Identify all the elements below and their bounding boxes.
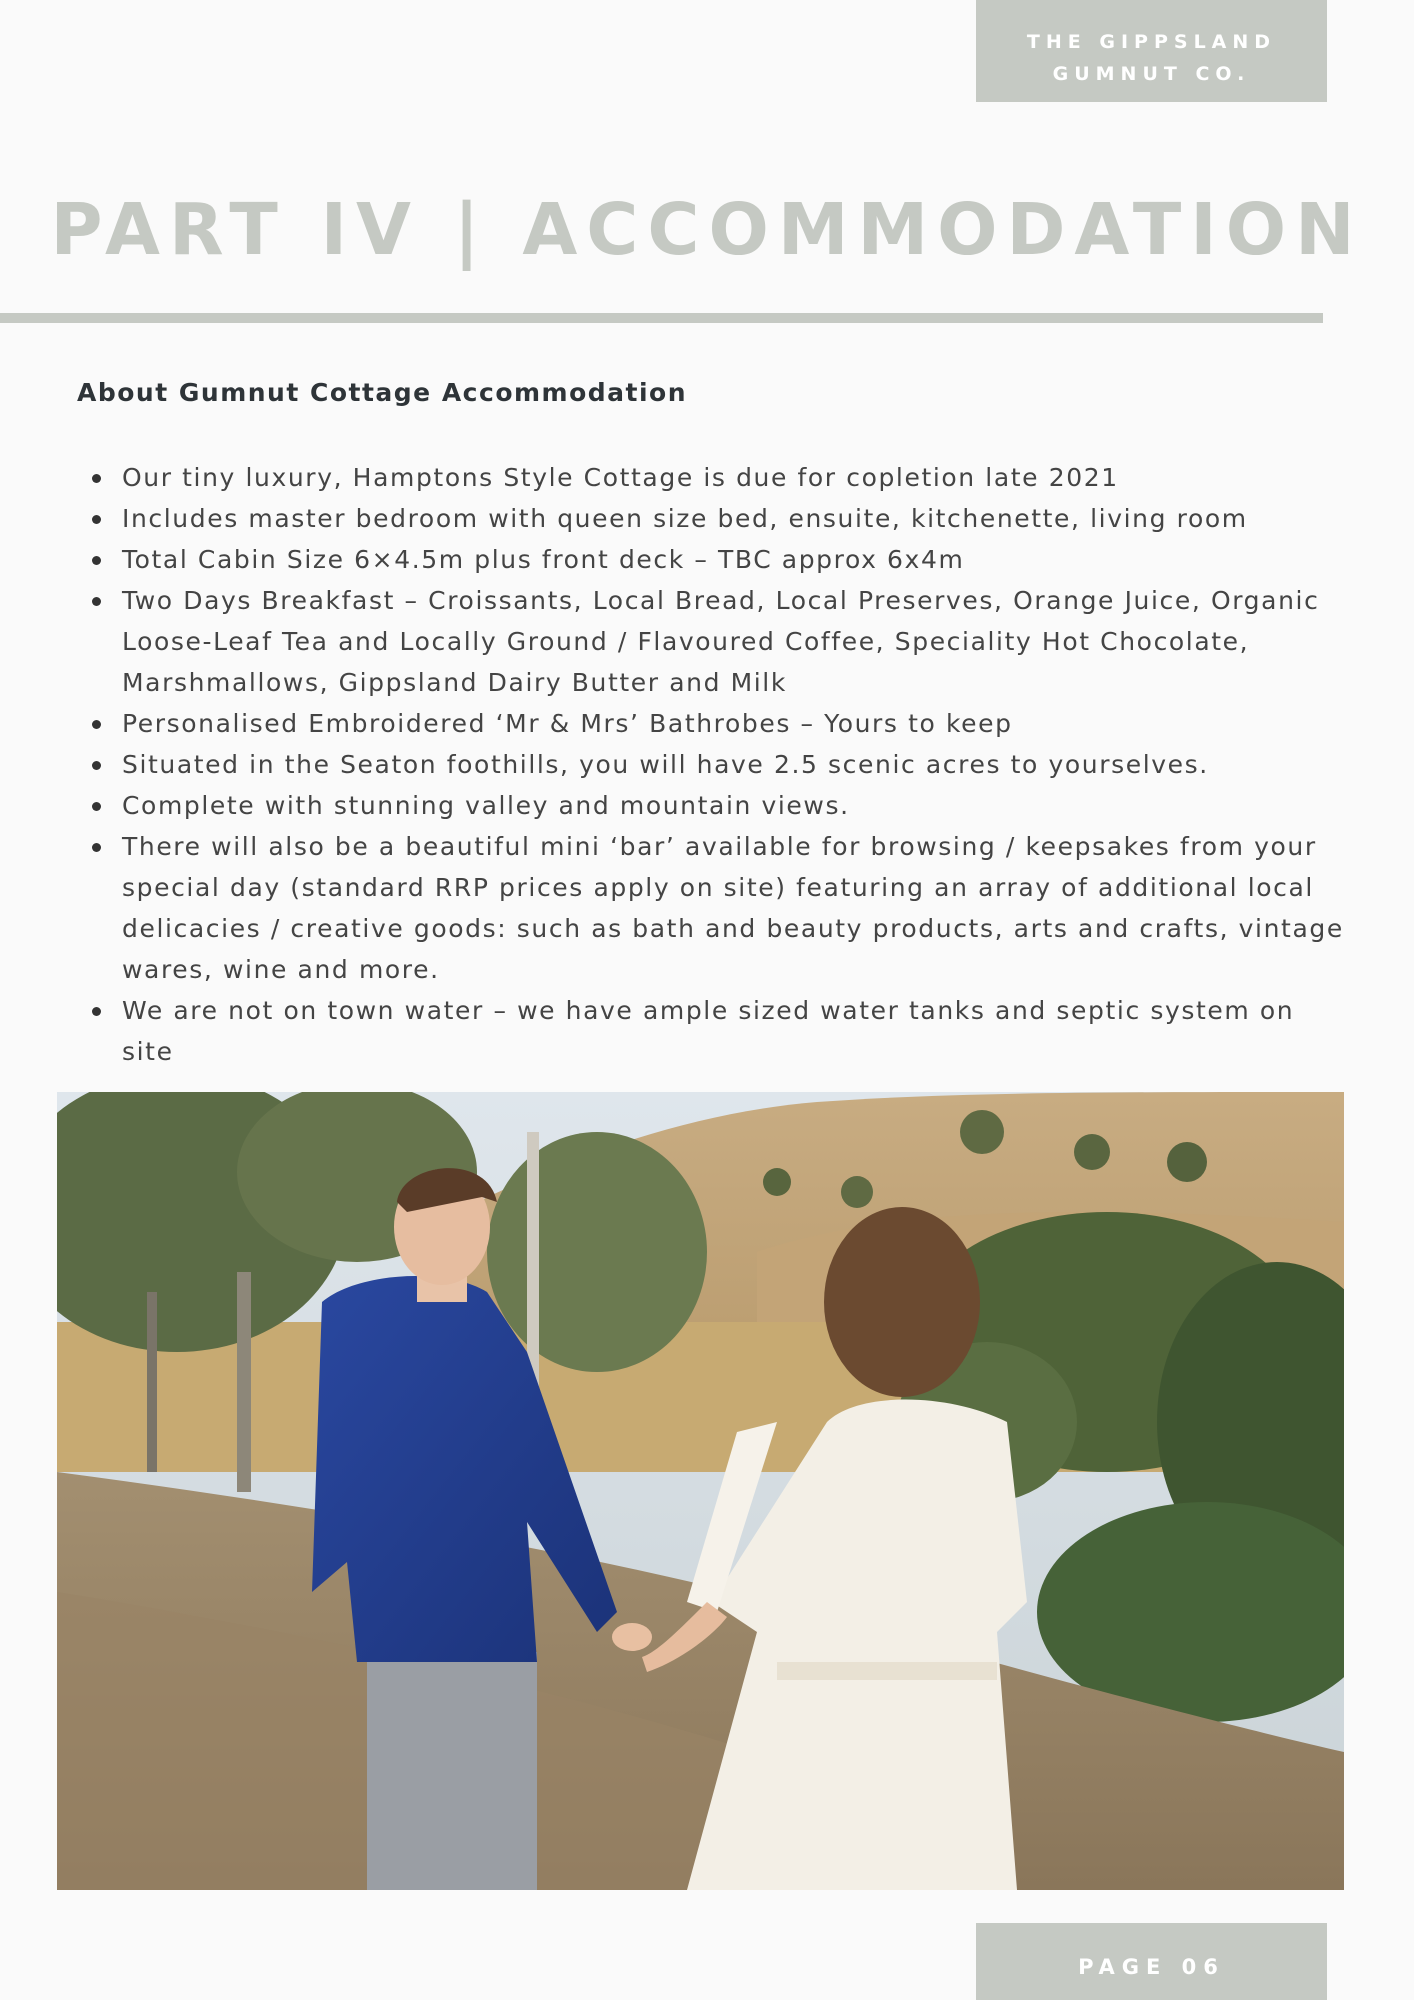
brand-tab [976,0,1327,102]
list-item: Complete with stunning valley and mountain views. [122,785,1352,826]
page-title: PART IV | ACCOMMODATION [50,188,1364,271]
list-item: Situated in the Seaton foothills, you will have 2.5 scenic acres to yourselves. [122,744,1352,785]
list-item: Includes master bedroom with queen size bed, ensuite, kitchenette, living room [122,498,1352,539]
title-divider [0,313,1323,323]
page-number-tab [976,1923,1327,2000]
list-item: Total Cabin Size 6×4.5m plus front deck – TBC approx 6x4m [122,539,1352,580]
list-item: Personalised Embroidered ‘Mr & Mrs’ Bathrobes – Yours to keep [122,703,1352,744]
section-heading: About Gumnut Cottage Accommodation [77,378,688,407]
brand-line-1: THE GIPPSLAND [1026,31,1277,53]
list-item: Two Days Breakfast – Croissants, Local Bread, Local Preserves, Orange Juice, Organic Loose-Leaf Tea and Locally Ground / Flavoured Coffee, Speciality Hot Chocolate, Marshmallows, Gippsland Dairy Butter and Milk [122,580,1352,703]
page-number: PAGE 06 [1078,1955,1225,1979]
list-item: There will also be a beautiful mini ‘bar’ available for browsing / keepsakes from your special day (standard RRP prices apply on site) featuring an array of additional local delicacies / creative goods: such as bath and beauty products, arts and crafts, vintage wares, wine and more. [122,826,1352,990]
list-item: Our tiny luxury, Hamptons Style Cottage is due for copletion late 2021 [122,457,1352,498]
amenities-list [122,457,1352,1072]
list-item: We are not on town water – we have ample sized water tanks and septic system on site [122,990,1352,1072]
couple-photo [57,1092,1344,1890]
brand-line-2: GUMNUT CO. [1052,63,1251,85]
